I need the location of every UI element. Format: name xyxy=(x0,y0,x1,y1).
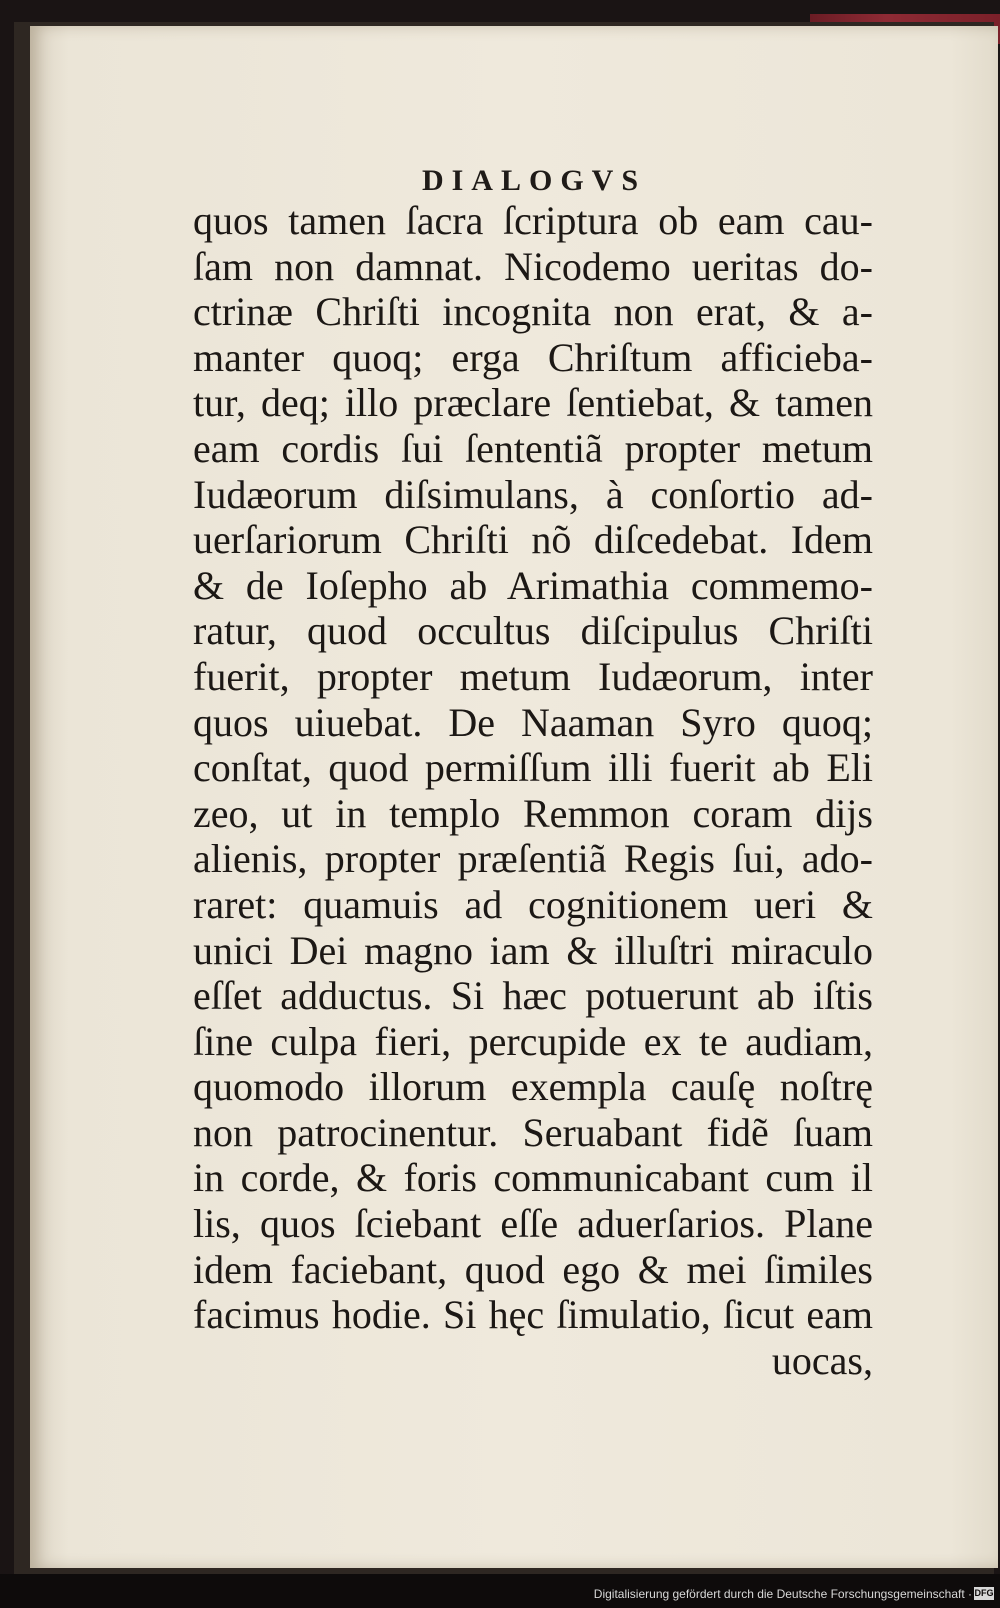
text-line: unici Dei magno iam & illuſtri miraculo xyxy=(193,927,873,973)
text-line: raret: quamuis ad cognitionem ueri & xyxy=(193,881,873,927)
text-line: quos uiuebat. De Naaman Syro quoq; xyxy=(193,699,873,745)
text-line: lis, quos ſciebant eſſe aduerſarios. Plane xyxy=(193,1201,873,1247)
text-line: uerſariorum Chriſti nõ diſcedebat. Idem xyxy=(193,517,873,563)
footer-bar xyxy=(0,1574,1000,1608)
text-line: alienis, propter præſentiã Regis ſui, ado- xyxy=(193,836,873,882)
text-line: ratur, quod occultus diſcipulus Chriſti xyxy=(193,608,873,654)
text-line: tur, deq; illo præclare ſentiebat, & tamen xyxy=(193,380,873,426)
text-line: conſtat, quod permiſſum illi fuerit ab Eli xyxy=(193,745,873,791)
dfg-logo: DFG xyxy=(974,1588,994,1598)
text-line: zeo, ut in templo Remmon coram dijs xyxy=(193,790,873,836)
text-block xyxy=(193,198,873,1383)
text-line: facimus hodie. Si hęc ſimulatio, ſicut eam xyxy=(193,1292,873,1338)
text-line: non patrocinentur. Seruabant fidẽ ſuam xyxy=(193,1109,873,1155)
text-line: ſam non damnat. Nicodemo ueritas do- xyxy=(193,243,873,289)
text-line: quomodo illorum exempla cauſę noſtrę xyxy=(193,1064,873,1110)
text-line: & de Ioſepho ab Arimathia commemo- xyxy=(193,562,873,608)
text-line: idem faciebant, quod ego & mei ſimiles xyxy=(193,1246,873,1292)
text-line: manter quoq; erga Chriſtum afficieba- xyxy=(193,334,873,380)
text-line: ctrinæ Chriſti incognita non erat, & a- xyxy=(193,289,873,335)
text-line: fuerit, propter metum Iudæorum, inter xyxy=(193,653,873,699)
text-line: quos tamen ſacra ſcriptura ob eam cau- xyxy=(193,198,873,243)
text-line: in corde, & foris communicabant cum il xyxy=(193,1155,873,1201)
text-line: Iudæorum diſsimulans, à conſortio ad- xyxy=(193,471,873,517)
catchword: uocas, xyxy=(771,1337,873,1383)
text-line: eam cordis ſui ſententiã propter metum xyxy=(193,425,873,471)
running-head: DIALOGVS xyxy=(421,164,647,197)
footer-credit: Digitalisierung gefördert durch die Deutsche Forschungsgemeinschaft · xyxy=(593,1587,972,1601)
text-line: eſſet adductus. Si hæc potuerunt ab iſtis xyxy=(193,973,873,1019)
text-line: ſine culpa fieri, percupide ex te audiam, xyxy=(193,1018,873,1064)
